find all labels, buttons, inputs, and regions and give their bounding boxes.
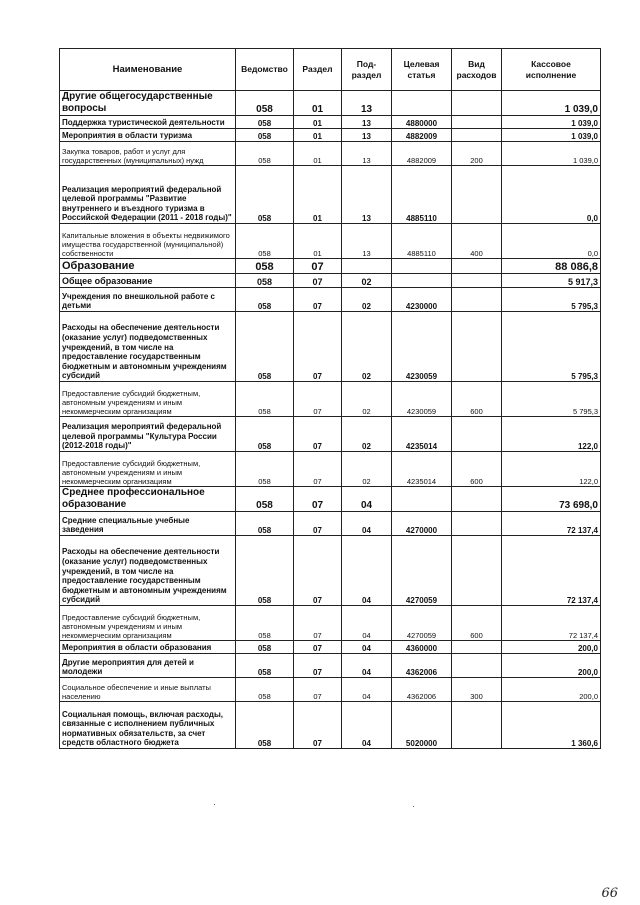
cell-dept: 058 [236, 288, 294, 312]
cell-section: 07 [294, 512, 342, 536]
cell-name: Среднее профессиональное образование [60, 487, 236, 512]
cell-target: 4885110 [392, 224, 452, 259]
cell-dept: 058 [236, 702, 294, 749]
header-exp-type: Вид расходов [452, 49, 502, 91]
header-section: Раздел [294, 49, 342, 91]
cell-subsection: 02 [342, 312, 392, 382]
cell-dept: 058 [236, 487, 294, 512]
cell-subsection: 04 [342, 678, 392, 702]
table-row [60, 654, 601, 678]
cell-section: 07 [294, 606, 342, 641]
cell-amount: 1 039,0 [502, 129, 601, 142]
cell-section: 01 [294, 116, 342, 129]
cell-name: Мероприятия в области образования [60, 641, 236, 654]
page-number: 66 [601, 886, 618, 901]
cell-subsection: 13 [342, 166, 392, 224]
cell-subsection: 04 [342, 487, 392, 512]
scan-speck [413, 806, 414, 807]
cell-subsection: 13 [342, 129, 392, 142]
cell-target [392, 91, 452, 116]
cell-target: 4230059 [392, 312, 452, 382]
cell-exp-type [452, 129, 502, 142]
table-row [60, 166, 601, 224]
cell-name: Поддержка туристической деятельности [60, 116, 236, 129]
cell-exp-type [452, 288, 502, 312]
cell-target: 5020000 [392, 702, 452, 749]
cell-section: 07 [294, 417, 342, 452]
cell-amount: 1 039,0 [502, 142, 601, 166]
cell-exp-type [452, 312, 502, 382]
cell-subsection [342, 259, 392, 274]
cell-section: 07 [294, 702, 342, 749]
cell-dept: 058 [236, 166, 294, 224]
cell-target: 4235014 [392, 452, 452, 487]
cell-amount: 1 039,0 [502, 116, 601, 129]
cell-section: 01 [294, 129, 342, 142]
cell-amount: 72 137,4 [502, 606, 601, 641]
cell-exp-type [452, 259, 502, 274]
cell-amount: 5 795,3 [502, 288, 601, 312]
cell-subsection: 02 [342, 274, 392, 288]
cell-amount: 1 039,0 [502, 91, 601, 116]
cell-target: 4882009 [392, 129, 452, 142]
cell-section: 07 [294, 641, 342, 654]
cell-exp-type [452, 166, 502, 224]
cell-exp-type: 200 [452, 142, 502, 166]
cell-amount: 200,0 [502, 678, 601, 702]
cell-target: 4230059 [392, 382, 452, 417]
table-row [60, 487, 601, 512]
header-target: Целевая статья [392, 49, 452, 91]
table-row [60, 116, 601, 129]
cell-name: Другие общегосударственные вопросы [60, 91, 236, 116]
cell-target [392, 274, 452, 288]
cell-name: Средние специальные учебные заведения [60, 512, 236, 536]
cell-name: Расходы на обеспечение деятельности (оказание услуг) подведомственных учреждений, в том числе на предоставление государственным бюджетным и автономным учреждениям субсидий [60, 536, 236, 606]
table-row [60, 512, 601, 536]
cell-subsection: 13 [342, 142, 392, 166]
cell-section: 07 [294, 274, 342, 288]
cell-amount: 200,0 [502, 654, 601, 678]
cell-target: 4360000 [392, 641, 452, 654]
cell-dept: 058 [236, 142, 294, 166]
cell-section: 07 [294, 259, 342, 274]
cell-subsection: 04 [342, 512, 392, 536]
cell-section: 01 [294, 142, 342, 166]
cell-dept: 058 [236, 91, 294, 116]
cell-subsection: 02 [342, 452, 392, 487]
cell-dept: 058 [236, 417, 294, 452]
cell-section: 07 [294, 487, 342, 512]
table-row [60, 702, 601, 749]
cell-exp-type: 400 [452, 224, 502, 259]
cell-exp-type [452, 116, 502, 129]
cell-section: 07 [294, 654, 342, 678]
cell-subsection: 13 [342, 116, 392, 129]
cell-section: 01 [294, 91, 342, 116]
cell-subsection: 13 [342, 224, 392, 259]
cell-exp-type [452, 702, 502, 749]
cell-section: 07 [294, 288, 342, 312]
cell-exp-type [452, 274, 502, 288]
table-row [60, 536, 601, 606]
table-row [60, 129, 601, 142]
table-body [60, 91, 601, 749]
cell-subsection: 13 [342, 91, 392, 116]
cell-name: Реализация мероприятий федеральной целевой программы "Развитие внутреннего и въездного туризма в Российской Федерации (2011 - 2018 годы)" [60, 166, 236, 224]
cell-target [392, 487, 452, 512]
cell-dept: 058 [236, 129, 294, 142]
table-row [60, 678, 601, 702]
cell-target: 4230000 [392, 288, 452, 312]
table-header [60, 49, 601, 91]
cell-dept: 058 [236, 452, 294, 487]
table-row [60, 417, 601, 452]
cell-dept: 058 [236, 678, 294, 702]
table-row [60, 274, 601, 288]
cell-subsection: 02 [342, 288, 392, 312]
cell-amount: 5 795,3 [502, 312, 601, 382]
table-row [60, 259, 601, 274]
cell-exp-type [452, 641, 502, 654]
cell-amount: 72 137,4 [502, 536, 601, 606]
cell-section: 07 [294, 536, 342, 606]
cell-subsection: 02 [342, 417, 392, 452]
cell-amount: 88 086,8 [502, 259, 601, 274]
cell-section: 01 [294, 224, 342, 259]
cell-amount: 5 917,3 [502, 274, 601, 288]
cell-exp-type [452, 487, 502, 512]
cell-target: 4882009 [392, 142, 452, 166]
cell-dept: 058 [236, 224, 294, 259]
cell-name: Социальная помощь, включая расходы, связанные с исполнением публичных нормативных обязательств, за счет средств областного бюджета [60, 702, 236, 749]
cell-dept: 058 [236, 641, 294, 654]
cell-exp-type [452, 91, 502, 116]
cell-amount: 122,0 [502, 452, 601, 487]
table-row [60, 288, 601, 312]
cell-name: Реализация мероприятий федеральной целевой программы "Культура России (2012-2018 годы)" [60, 417, 236, 452]
cell-name: Предоставление субсидий бюджетным, автономным учреждениям и иным некоммерческим организациям [60, 606, 236, 641]
cell-subsection: 04 [342, 641, 392, 654]
cell-exp-type: 300 [452, 678, 502, 702]
scan-speck [214, 804, 215, 805]
cell-section: 07 [294, 452, 342, 487]
cell-name: Предоставление субсидий бюджетным, автономным учреждениям и иным некоммерческим организациям [60, 452, 236, 487]
cell-subsection: 02 [342, 382, 392, 417]
cell-exp-type [452, 512, 502, 536]
cell-subsection: 04 [342, 702, 392, 749]
cell-amount: 1 360,6 [502, 702, 601, 749]
cell-section: 07 [294, 678, 342, 702]
cell-dept: 058 [236, 536, 294, 606]
cell-target: 4362006 [392, 678, 452, 702]
cell-name: Закупка товаров, работ и услуг для государственных (муниципальных) нужд [60, 142, 236, 166]
cell-target: 4270059 [392, 606, 452, 641]
cell-amount: 72 137,4 [502, 512, 601, 536]
cell-amount: 73 698,0 [502, 487, 601, 512]
cell-name: Социальное обеспечение и иные выплаты населению [60, 678, 236, 702]
header-subsection: Под- раздел [342, 49, 392, 91]
cell-name: Общее образование [60, 274, 236, 288]
table-row [60, 224, 601, 259]
cell-target: 4885110 [392, 166, 452, 224]
cell-section: 07 [294, 382, 342, 417]
cell-target: 4270000 [392, 512, 452, 536]
cell-subsection: 04 [342, 606, 392, 641]
cell-dept: 058 [236, 606, 294, 641]
table-row [60, 142, 601, 166]
cell-section: 07 [294, 312, 342, 382]
cell-amount: 5 795,3 [502, 382, 601, 417]
cell-dept: 058 [236, 259, 294, 274]
cell-subsection: 04 [342, 654, 392, 678]
budget-table [59, 48, 601, 749]
cell-exp-type [452, 536, 502, 606]
cell-name: Расходы на обеспечение деятельности (оказание услуг) подведомственных учреждений, в том числе на предоставление государственным бюджетным и автономным учреждениям субсидий [60, 312, 236, 382]
cell-target: 4270059 [392, 536, 452, 606]
cell-exp-type: 600 [452, 452, 502, 487]
cell-name: Образование [60, 259, 236, 274]
cell-dept: 058 [236, 116, 294, 129]
cell-exp-type [452, 654, 502, 678]
cell-name: Предоставление субсидий бюджетным, автономным учреждениям и иным некоммерческим организациям [60, 382, 236, 417]
table-row [60, 641, 601, 654]
table-row [60, 312, 601, 382]
table-row [60, 452, 601, 487]
cell-amount: 200,0 [502, 641, 601, 654]
table-row [60, 382, 601, 417]
cell-target: 4362006 [392, 654, 452, 678]
cell-dept: 058 [236, 312, 294, 382]
header-cash: Кассовое исполнение [502, 49, 601, 91]
cell-target [392, 259, 452, 274]
cell-dept: 058 [236, 654, 294, 678]
cell-subsection: 04 [342, 536, 392, 606]
cell-name: Учреждения по внешкольной работе с детьми [60, 288, 236, 312]
header-dept: Ведомство [236, 49, 294, 91]
cell-name: Другие мероприятия для детей и молодежи [60, 654, 236, 678]
cell-name: Мероприятия в области туризма [60, 129, 236, 142]
cell-dept: 058 [236, 274, 294, 288]
cell-dept: 058 [236, 382, 294, 417]
cell-target: 4235014 [392, 417, 452, 452]
cell-amount: 0,0 [502, 224, 601, 259]
cell-amount: 122,0 [502, 417, 601, 452]
cell-exp-type [452, 417, 502, 452]
header-name: Наименование [60, 49, 236, 91]
cell-amount: 0,0 [502, 166, 601, 224]
cell-exp-type: 600 [452, 606, 502, 641]
table-row [60, 606, 601, 641]
cell-target: 4880000 [392, 116, 452, 129]
cell-dept: 058 [236, 512, 294, 536]
cell-name: Капитальные вложения в объекты недвижимого имущества государственной (муниципальной) собственности [60, 224, 236, 259]
cell-exp-type: 600 [452, 382, 502, 417]
table-row [60, 91, 601, 116]
cell-section: 01 [294, 166, 342, 224]
